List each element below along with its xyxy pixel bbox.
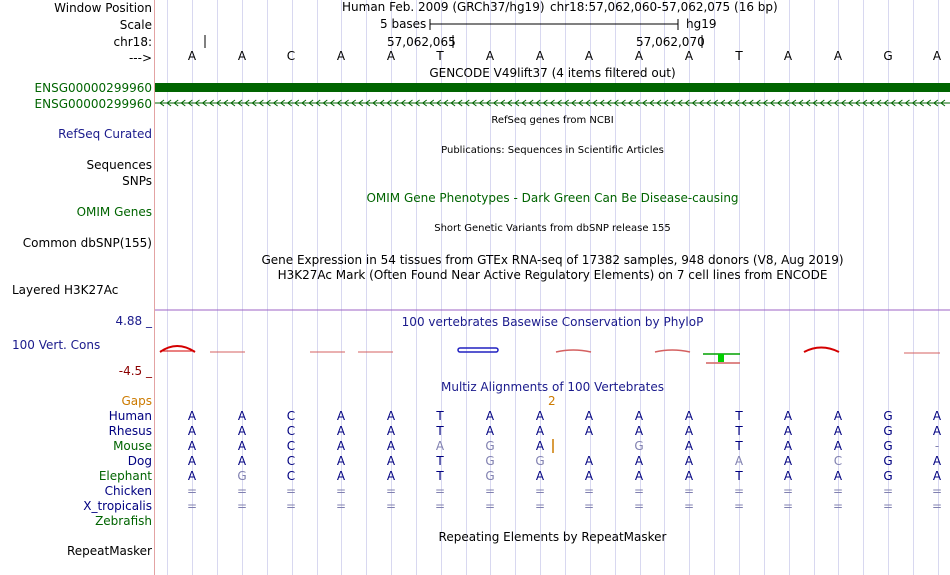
alignment-base: A <box>932 409 942 423</box>
chr-label: chr18: <box>113 35 152 49</box>
alignment-base: A <box>187 424 197 438</box>
sequence-base: A <box>485 49 495 63</box>
strand-arrow-label[interactable]: ---> <box>128 51 152 65</box>
alignment-base: = <box>186 484 198 498</box>
alignment-base: G <box>883 439 893 453</box>
alignment-base: = <box>733 484 745 498</box>
alignment-base: A <box>237 424 247 438</box>
alignment-base: = <box>633 484 645 498</box>
alignment-base: = <box>782 484 794 498</box>
alignment-base: = <box>882 499 894 513</box>
species-label[interactable]: Dog <box>127 454 152 468</box>
alignment-base: A <box>187 454 197 468</box>
alignment-base: = <box>484 484 496 498</box>
alignment-base: A <box>634 424 644 438</box>
gap-count: 2 <box>548 394 556 408</box>
alignment-base: = <box>236 499 248 513</box>
species-label[interactable]: Elephant <box>98 469 152 483</box>
alignment-base: C <box>833 454 843 468</box>
sequence-base: T <box>436 49 444 63</box>
h3k27-track-label[interactable]: Layered H3K27Ac <box>12 283 119 297</box>
alignment-base: = <box>236 484 248 498</box>
alignment-base: = <box>385 484 397 498</box>
alignment-base: A <box>237 454 247 468</box>
alignment-base: T <box>735 424 743 438</box>
alignment-base: G <box>634 439 644 453</box>
alignment-base: = <box>931 484 943 498</box>
alignment-base: C <box>286 424 296 438</box>
species-label[interactable]: Rhesus <box>108 424 152 438</box>
sequence-base: A <box>783 49 793 63</box>
cons-track-label[interactable]: 100 Vert. Cons <box>12 338 101 352</box>
alignment-base: A <box>783 409 793 423</box>
alignment-base: G <box>485 454 495 468</box>
alignment-base: A <box>237 439 247 453</box>
publications-track-title: Publications: Sequences in Scientific Articles <box>441 145 664 156</box>
alignment-base: A <box>684 454 694 468</box>
cons-max-label: 4.88 _ <box>115 314 152 328</box>
species-label[interactable]: X_tropicalis <box>83 499 152 513</box>
alignment-base: A <box>684 439 694 453</box>
tick-label-2: 57,062,070 <box>636 35 705 49</box>
sequence-base: A <box>535 49 545 63</box>
alignment-base: = <box>285 484 297 498</box>
alignment-base: G <box>535 454 545 468</box>
alignment-base: = <box>434 484 446 498</box>
alignment-base: A <box>783 454 793 468</box>
assembly-title: Human Feb. 2009 (GRCh37/hg19) <box>342 0 545 14</box>
alignment-base: = <box>931 499 943 513</box>
alignment-base: A <box>535 409 545 423</box>
alignment-base: A <box>386 439 396 453</box>
alignment-base: G <box>883 424 893 438</box>
alignment-base: = <box>335 499 347 513</box>
alignment-base: = <box>583 484 595 498</box>
alignment-base: T <box>735 469 743 483</box>
alignment-base: A <box>833 424 843 438</box>
sequence-base: T <box>735 49 743 63</box>
alignment-base: A <box>535 469 545 483</box>
alignment-base: A <box>684 409 694 423</box>
alignment-base: = <box>385 499 397 513</box>
alignment-base: A <box>932 454 942 468</box>
alignment-base: A <box>336 409 346 423</box>
alignment-base: = <box>882 484 894 498</box>
dbsnp-track-title: Short Genetic Variants from dbSNP release 155 <box>434 223 671 234</box>
alignment-base: = <box>434 499 446 513</box>
alignment-base: A <box>386 454 396 468</box>
alignment-base: A <box>584 424 594 438</box>
alignment-base: = <box>583 499 595 513</box>
alignment-base: A <box>535 424 545 438</box>
alignment-base: - <box>934 439 940 453</box>
omim-track-label[interactable]: OMIM Genes <box>76 205 152 219</box>
alignment-base: = <box>534 499 546 513</box>
position-title: chr18:57,062,060-57,062,075 (16 bp) <box>550 0 778 14</box>
ensg-label-1[interactable]: ENSG00000299960 <box>34 81 152 95</box>
sequence-base: A <box>634 49 644 63</box>
alignment-base: = <box>186 499 198 513</box>
alignment-base: = <box>285 499 297 513</box>
gencode-track-title: GENCODE V49lift37 (4 items filtered out) <box>429 66 676 80</box>
alignment-base: A <box>535 439 545 453</box>
sequence-base: A <box>386 49 396 63</box>
sequence-base: A <box>684 49 694 63</box>
alignment-base: A <box>584 454 594 468</box>
alignment-base: A <box>783 469 793 483</box>
gaps-label: Gaps <box>121 394 152 408</box>
alignment-base: = <box>633 499 645 513</box>
alignment-base: A <box>783 439 793 453</box>
h3k27-track-title: H3K27Ac Mark (Often Found Near Active Regulatory Elements) on 7 cell lines from ENCODE <box>277 268 828 282</box>
alignment-base: A <box>584 469 594 483</box>
ensg-label-2[interactable]: ENSG00000299960 <box>34 97 152 111</box>
alignment-base: A <box>435 439 445 453</box>
alignment-base: C <box>286 409 296 423</box>
repeatmasker-track-title: Repeating Elements by RepeatMasker <box>438 530 667 544</box>
alignment-base: T <box>436 409 444 423</box>
dbsnp-track-label[interactable]: Common dbSNP(155) <box>22 236 152 250</box>
sequence-base: A <box>237 49 247 63</box>
alignment-base: A <box>237 409 247 423</box>
alignment-base: = <box>832 484 844 498</box>
sequence-base: C <box>286 49 296 63</box>
alignment-base: A <box>386 409 396 423</box>
alignment-base: C <box>286 469 296 483</box>
repeatmasker-track-label[interactable]: RepeatMasker <box>66 544 152 558</box>
cons-min-label: -4.5 _ <box>118 364 152 378</box>
alignment-base: = <box>484 499 496 513</box>
alignment-base: G <box>883 409 893 423</box>
alignment-base: T <box>735 409 743 423</box>
sequence-base: A <box>833 49 843 63</box>
alignment-base: A <box>684 469 694 483</box>
species-label[interactable]: Chicken <box>104 484 152 498</box>
species-label[interactable]: Human <box>108 409 152 423</box>
alignment-base: = <box>832 499 844 513</box>
species-label[interactable]: Zebrafish <box>95 514 152 528</box>
alignment-base: A <box>833 409 843 423</box>
alignment-base: A <box>336 469 346 483</box>
scale-text: 5 bases <box>380 17 427 31</box>
alignment-base: A <box>187 469 197 483</box>
sequence-base: A <box>336 49 346 63</box>
alignment-base: T <box>735 439 743 453</box>
alignment-base: G <box>883 454 893 468</box>
alignment-base: A <box>932 469 942 483</box>
sequence-base: G <box>883 49 893 63</box>
multiz-track-title: Multiz Alignments of 100 Vertebrates <box>440 380 665 394</box>
scale-db: hg19 <box>686 17 717 31</box>
alignment-base: A <box>684 424 694 438</box>
alignment-base: = <box>683 499 695 513</box>
alignment-base: = <box>683 484 695 498</box>
alignment-base: G <box>237 469 247 483</box>
tick-label-1: 57,062,065 <box>387 35 456 49</box>
alignment-base: G <box>485 439 495 453</box>
alignment-base: A <box>584 409 594 423</box>
gtex-track-title: Gene Expression in 54 tissues from GTEx RNA-seq of 17382 samples, 948 donors (V8, Aug 2019) <box>261 253 844 267</box>
alignment-base: A <box>634 469 644 483</box>
alignment-base: A <box>833 469 843 483</box>
alignment-base: = <box>534 484 546 498</box>
sequence-base: A <box>584 49 594 63</box>
alignment-base: = <box>335 484 347 498</box>
alignment-base: A <box>485 409 495 423</box>
alignment-base: C <box>286 454 296 468</box>
alignment-base: A <box>634 409 644 423</box>
alignment-base: G <box>883 469 893 483</box>
species-label[interactable]: Mouse <box>113 439 152 453</box>
sequences-track-label[interactable]: Sequences <box>86 158 152 172</box>
alignment-base: A <box>783 424 793 438</box>
alignment-base: T <box>436 469 444 483</box>
phylop-track-title: 100 vertebrates Basewise Conservation by PhyloP <box>401 315 704 329</box>
alignment-base: A <box>386 424 396 438</box>
alignment-base: A <box>634 454 644 468</box>
alignment-base: A <box>932 424 942 438</box>
alignment-base: = <box>733 499 745 513</box>
alignment-base: A <box>336 424 346 438</box>
alignment-base: A <box>187 409 197 423</box>
scale-label: Scale <box>119 18 152 32</box>
alignment-base: G <box>485 469 495 483</box>
window-position-label: Window Position <box>54 1 152 15</box>
alignment-base: A <box>833 439 843 453</box>
alignment-base: A <box>187 439 197 453</box>
refseq-track-title: RefSeq genes from NCBI <box>491 115 614 126</box>
alignment-base: A <box>485 424 495 438</box>
alignment-base: C <box>286 439 296 453</box>
alignment-base: T <box>436 454 444 468</box>
alignment-base: A <box>386 469 396 483</box>
snps-track-label[interactable]: SNPs <box>122 174 152 188</box>
alignment-base: A <box>336 439 346 453</box>
omim-track-title: OMIM Gene Phenotypes - Dark Green Can Be Disease-causing <box>366 191 739 205</box>
sequence-base: A <box>932 49 942 63</box>
sequence-base: A <box>187 49 197 63</box>
alignment-base: A <box>336 454 346 468</box>
alignment-base: A <box>734 454 744 468</box>
alignment-base: T <box>436 424 444 438</box>
alignment-base: = <box>782 499 794 513</box>
refseq-track-label[interactable]: RefSeq Curated <box>58 127 152 141</box>
